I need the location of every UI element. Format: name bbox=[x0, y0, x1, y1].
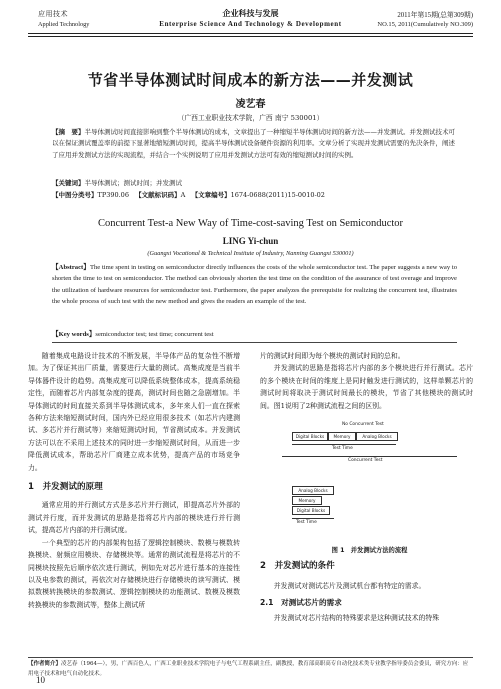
clc-value: TP390.06 bbox=[97, 191, 129, 199]
journal-name-cn: 企业科技与发展 bbox=[222, 9, 279, 18]
abstract-text-en: The time spent in testing on semiconductor directly influences the costs of the whole semiconductor test. The paper suggests a new way to shorten the time to test on semiconductor. The method can obviously shorten the test time on the condition of the assurance of test overage and improve the utilization of hardware resources for semiconductor test. Furthermore, the paper analyzes the prerequisite for realizing the concurrent test, illustrates the whole process of such test with the new method and gives the readers an example of the test. bbox=[52, 264, 457, 305]
right-column-bottom bbox=[260, 560, 473, 625]
abstract-en bbox=[52, 262, 457, 307]
abstract-text-cn: 半导体测试时间直接影响到整个半导体测试的成本，文章提出了一种缩短半导体测试时间的新方法——并发测试。并发测试技术可以在保证测试覆盖率的前提下显著地缩短测试时间，提高半导体测试设备硬件资源的利用率。文章分析了实现并发测试需要的先决条件，阐述了应用并发测试方法的实现流程，并结合一个实例说明了应用并发测试方法可有效的缩短测试时间的实例。 bbox=[52, 128, 455, 159]
issue-info-en: NO.15, 2011(Cumulatively NO.309) bbox=[377, 21, 473, 28]
body-paragraph: 一个典型的芯片的内部架构包括了逻辑控制模块、数模与模数转换模块、射频应用模块、存储模块等。通常的测试流程是将芯片的不同模块按照先后顺序依次进行测试，例如先对芯片进行基本的连接性以及电参数的测试，再依次对存储模块进行存储模块的读写测试、模拟数模转换模块的参数测试、逻辑控制模块的功能测试、数模及模数转换模块的参数测试等，整体上测试所 bbox=[28, 538, 240, 609]
fig-test-time-label-concurrent: Test Time bbox=[296, 520, 317, 525]
article-title-en: Concurrent Test-a New Way of Time-cost-saving Test on Semiconductor bbox=[97, 218, 404, 229]
body-paragraph: 并发测试的思路是指将芯片内部的多个模块进行并行测试。芯片的多个模块在时间的维度上是同时触发进行测试的，这样单颗芯片的测试时间将取决于测试时间最长的模块，节省了其他模块的测试时间。图1说明了2种测试流程之间的区别。 bbox=[260, 364, 473, 410]
subsection-heading-2-1: 2.1 对测试芯片的需求 bbox=[260, 597, 342, 607]
footnote-rule bbox=[28, 657, 473, 658]
fig-test-time-label: Test Time bbox=[332, 446, 353, 451]
header-section-en: Applied Technology bbox=[38, 21, 90, 28]
abstract-label-cn: 【摘 要】 bbox=[52, 128, 85, 136]
keywords-label-cn: 【关键词】 bbox=[52, 179, 85, 187]
body-paragraph: 并发测试对测试芯片及测试机台都有特定的需求。 bbox=[273, 582, 426, 591]
fig-label-concurrent: Concurrent Test bbox=[348, 458, 383, 463]
affiliation-cn: （广西工业职业技术学院，广西 南宁 530001） bbox=[177, 114, 324, 122]
author-en: LING Yi-chun bbox=[222, 236, 279, 246]
keywords-text-cn: 半导体测试；测试时间；并发测试 bbox=[84, 179, 182, 187]
affiliation-en: (Guangxi Vocational & Technical Institute of Industry, Nanning Guangxi 530001) bbox=[147, 250, 354, 257]
header-rule-thin bbox=[28, 36, 473, 37]
journal-name-en: Enterprise Science And Technology & Development bbox=[159, 20, 342, 28]
right-column-top bbox=[260, 350, 473, 412]
keywords-text-en: semiconductor test; test time; concurrent test bbox=[95, 331, 214, 338]
footnote-text: 凌艺春（1964—），男，广西百色人，广西工业职业技术学院电子与电气工程系副主任，副教授，教育部高职高专自动化技术类专业教学指导委员会委员，研究方向：应用电子技术和电气自动化技术。 bbox=[28, 661, 469, 677]
article-title-cn: 节省半导体测试时间成本的新方法——并发测试 bbox=[87, 71, 414, 89]
keywords-en bbox=[52, 328, 457, 338]
figure-1-caption: 图 1 并发测试方法的流程 bbox=[331, 547, 408, 554]
doc-code-label: 【文献标识码】 bbox=[135, 191, 181, 199]
fig-analog-block-concurrent: Analog Blocks bbox=[292, 486, 334, 495]
keywords-cn bbox=[52, 178, 457, 189]
keywords-label-en: 【Key words】 bbox=[52, 331, 96, 338]
footnote-label: 【作者简介】 bbox=[28, 661, 62, 667]
left-column bbox=[28, 350, 240, 611]
body-paragraph: 随着集成电路设计技术的不断发展，半导体产品的复杂性不断增加。为了保证其出厂质量，需要进行大量的测试。高集成度是当前半导体器件设计的趋势。高集成度可以降低系统整体成本，提高系统稳定性，而随着芯片内部复杂度的提高，测试时间也随之急剧增加。半导体测试的时间直接关系到半导体测试成本，多年来人们一直在探索各种方法来缩短测试时间，国内外已经应用很多技术（如芯片内建测试、多芯片并行测试等）来缩短测试时间，节省测试成本。并发测试方法可以在不采用上述技术的同时进一步缩短测试时间，从而进一步降低测试成本，帮助芯片厂商建立成本优势，提高产品的市场竞争力。 bbox=[28, 352, 240, 472]
figure-1-diagram bbox=[282, 420, 457, 540]
clc-label: 【中图分类号】 bbox=[52, 191, 98, 199]
body-paragraph: 片的测试时间即为每个模块的测试时间的总和。 bbox=[260, 352, 405, 360]
section-heading-2: 2 并发测试的条件 bbox=[260, 561, 335, 571]
header-section-cn: 应用技术 bbox=[38, 10, 68, 18]
fig-memory-block: Memory bbox=[328, 432, 356, 441]
author-footnote bbox=[28, 660, 473, 680]
issue-info-cn: 2011年第15期(总第309期) bbox=[397, 12, 473, 19]
author-cn: 凌艺春 bbox=[235, 99, 266, 110]
fig-divider bbox=[282, 456, 457, 457]
body-paragraph: 并发测试对芯片结构的特殊要求是这种测试技术的特殊 bbox=[273, 614, 440, 623]
fig-memory-block-concurrent: Memory bbox=[292, 496, 322, 505]
section-heading-1: 1 并发测试的原理 bbox=[28, 482, 103, 493]
article-no-value: 1674-0688(2011)15-0010-02 bbox=[230, 191, 325, 199]
page-number: 10 bbox=[36, 675, 45, 685]
body-paragraph: 通常应用的并行测试方式是多芯片并行测试，即提高芯片外部的测试并行度，而并发测试的思路是指将芯片内部的模块进行并行测试，提高芯片内部的并行测试度。 bbox=[28, 501, 240, 535]
classification-line bbox=[52, 190, 457, 201]
abstract-cn bbox=[52, 127, 457, 161]
article-no-label: 【文章编号】 bbox=[191, 191, 231, 199]
running-header bbox=[0, 0, 501, 44]
abstract-separator bbox=[52, 342, 457, 343]
abstract-label-en: 【Abstract】 bbox=[52, 264, 90, 271]
fig-digital-block: Digital Blocks bbox=[292, 432, 328, 441]
doc-code-value: A bbox=[180, 191, 186, 199]
fig-analog-block: Analog Blocks bbox=[356, 432, 398, 441]
fig-label-no-concurrent: No Concurrent Test bbox=[342, 422, 384, 427]
fig-time-arrow bbox=[292, 444, 396, 445]
fig-digital-block-concurrent: Digital Blocks bbox=[292, 506, 330, 515]
fig-time-arrow-concurrent bbox=[292, 518, 334, 519]
header-rule-thick bbox=[28, 33, 473, 34]
